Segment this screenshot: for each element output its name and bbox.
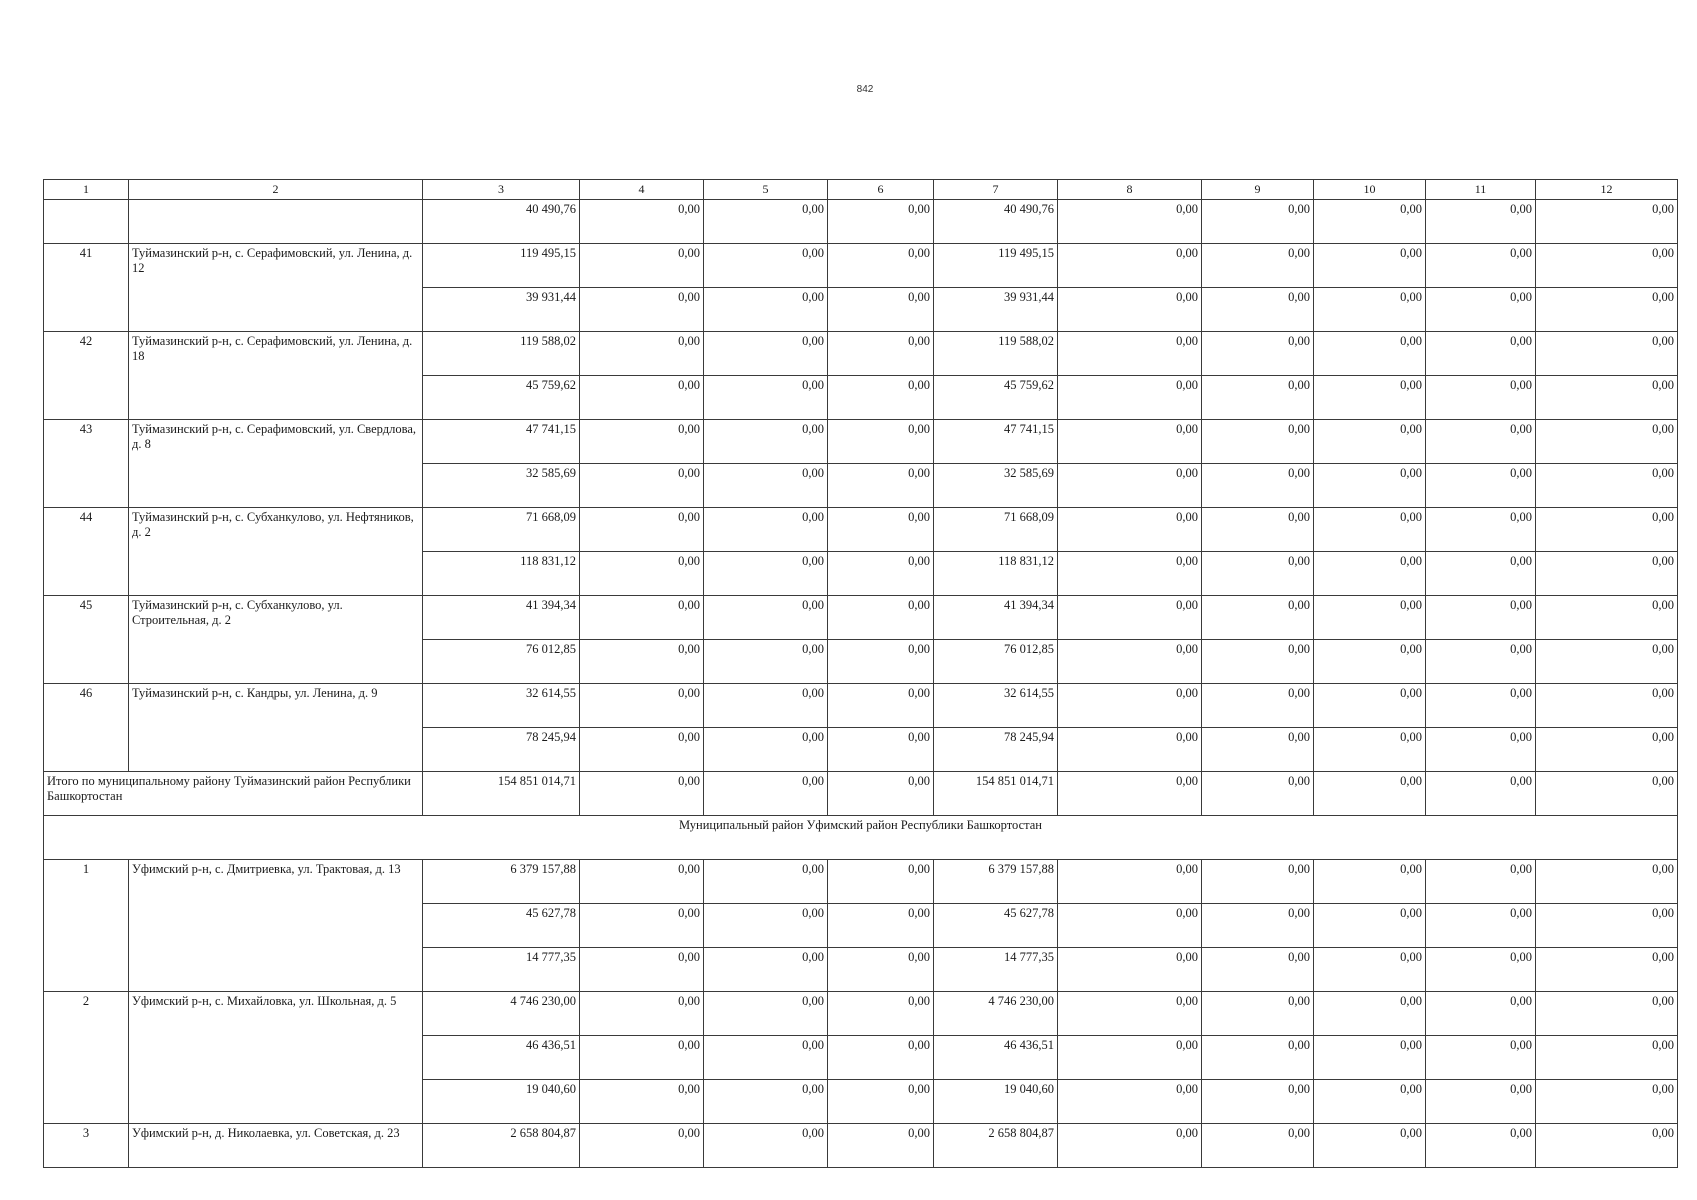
value-cell: 0,00 — [1058, 332, 1202, 376]
value-cell: 2 658 804,87 — [934, 1124, 1058, 1168]
value-cell: 0,00 — [1536, 596, 1678, 640]
value-cell: 0,00 — [1536, 508, 1678, 552]
table-row — [44, 772, 1678, 816]
value-cell: 0,00 — [580, 1036, 704, 1080]
address-cell: Уфимский р-н, с. Дмитриевка, ул. Трактовая, д. 13 — [129, 860, 423, 992]
value-cell: 0,00 — [1536, 244, 1678, 288]
value-cell: 0,00 — [580, 464, 704, 508]
column-header: 8 — [1058, 180, 1202, 200]
value-cell: 0,00 — [580, 244, 704, 288]
value-cell: 0,00 — [1536, 948, 1678, 992]
value-cell: 0,00 — [1314, 684, 1426, 728]
value-cell: 0,00 — [580, 1124, 704, 1168]
value-cell: 45 759,62 — [423, 376, 580, 420]
value-cell: 0,00 — [580, 992, 704, 1036]
value-cell: 0,00 — [1058, 728, 1202, 772]
value-cell: 46 436,51 — [423, 1036, 580, 1080]
value-cell: 0,00 — [704, 1036, 828, 1080]
value-cell: 0,00 — [1202, 684, 1314, 728]
address-cell: Туймазинский р-н, с. Субханкулово, ул. Нефтяников, д. 2 — [129, 508, 423, 596]
value-cell: 0,00 — [1202, 552, 1314, 596]
value-cell: 0,00 — [1202, 1036, 1314, 1080]
column-header: 11 — [1426, 180, 1536, 200]
value-cell: 19 040,60 — [423, 1080, 580, 1124]
value-cell: 40 490,76 — [423, 200, 580, 244]
value-cell: 0,00 — [828, 640, 934, 684]
value-cell: 0,00 — [1314, 640, 1426, 684]
value-cell: 46 436,51 — [934, 1036, 1058, 1080]
value-cell: 0,00 — [1058, 1080, 1202, 1124]
value-cell: 0,00 — [1058, 640, 1202, 684]
value-cell: 0,00 — [1536, 860, 1678, 904]
table-row — [44, 332, 1678, 376]
value-cell: 4 746 230,00 — [423, 992, 580, 1036]
value-cell: 0,00 — [580, 860, 704, 904]
value-cell: 39 931,44 — [423, 288, 580, 332]
index-cell: 42 — [44, 332, 129, 420]
value-cell: 0,00 — [1058, 948, 1202, 992]
value-cell: 0,00 — [1536, 992, 1678, 1036]
value-cell: 0,00 — [1314, 244, 1426, 288]
value-cell: 0,00 — [1426, 640, 1536, 684]
column-header: 5 — [704, 180, 828, 200]
value-cell: 47 741,15 — [934, 420, 1058, 464]
value-cell: 0,00 — [1058, 904, 1202, 948]
value-cell: 0,00 — [828, 1080, 934, 1124]
value-cell: 76 012,85 — [934, 640, 1058, 684]
value-cell: 0,00 — [1426, 684, 1536, 728]
address-cell: Туймазинский р-н, с. Серафимовский, ул. Ленина, д. 18 — [129, 332, 423, 420]
column-header: 9 — [1202, 180, 1314, 200]
value-cell: 0,00 — [1314, 420, 1426, 464]
value-cell: 0,00 — [704, 860, 828, 904]
column-header: 3 — [423, 180, 580, 200]
value-cell: 0,00 — [1058, 200, 1202, 244]
value-cell: 0,00 — [704, 728, 828, 772]
value-cell: 0,00 — [1536, 552, 1678, 596]
value-cell: 0,00 — [1202, 728, 1314, 772]
value-cell: 118 831,12 — [423, 552, 580, 596]
value-cell: 45 627,78 — [423, 904, 580, 948]
value-cell: 19 040,60 — [934, 1080, 1058, 1124]
value-cell: 0,00 — [1058, 244, 1202, 288]
address-cell: Туймазинский р-н, с. Серафимовский, ул. Ленина, д. 12 — [129, 244, 423, 332]
value-cell: 0,00 — [1426, 200, 1536, 244]
table-row — [44, 508, 1678, 552]
value-cell: 14 777,35 — [423, 948, 580, 992]
value-cell: 0,00 — [1202, 904, 1314, 948]
value-cell: 0,00 — [704, 244, 828, 288]
table-row — [44, 992, 1678, 1036]
value-cell: 0,00 — [1202, 772, 1314, 816]
value-cell: 0,00 — [1426, 508, 1536, 552]
column-header: 12 — [1536, 180, 1678, 200]
value-cell: 0,00 — [580, 200, 704, 244]
value-cell: 0,00 — [704, 420, 828, 464]
value-cell: 0,00 — [704, 1124, 828, 1168]
value-cell: 0,00 — [704, 508, 828, 552]
value-cell: 0,00 — [1058, 420, 1202, 464]
value-cell: 0,00 — [1536, 376, 1678, 420]
value-cell: 0,00 — [1536, 332, 1678, 376]
value-cell: 0,00 — [828, 948, 934, 992]
table-row — [44, 244, 1678, 288]
value-cell: 0,00 — [580, 772, 704, 816]
value-cell: 0,00 — [580, 420, 704, 464]
value-cell: 0,00 — [828, 288, 934, 332]
value-cell: 78 245,94 — [423, 728, 580, 772]
index-cell: 41 — [44, 244, 129, 332]
value-cell: 0,00 — [1314, 948, 1426, 992]
index-cell: 2 — [44, 992, 129, 1124]
value-cell: 119 588,02 — [934, 332, 1058, 376]
value-cell: 0,00 — [1202, 1080, 1314, 1124]
value-cell: 0,00 — [704, 772, 828, 816]
value-cell: 0,00 — [828, 684, 934, 728]
value-cell: 0,00 — [1314, 464, 1426, 508]
table-row — [44, 596, 1678, 640]
value-cell: 0,00 — [1314, 1036, 1426, 1080]
value-cell: 119 588,02 — [423, 332, 580, 376]
value-cell: 0,00 — [704, 948, 828, 992]
value-cell: 0,00 — [1314, 508, 1426, 552]
column-header: 1 — [44, 180, 129, 200]
value-cell: 0,00 — [828, 1124, 934, 1168]
value-cell: 0,00 — [1426, 332, 1536, 376]
value-cell: 0,00 — [1536, 904, 1678, 948]
value-cell: 0,00 — [828, 904, 934, 948]
value-cell: 154 851 014,71 — [423, 772, 580, 816]
index-cell: 43 — [44, 420, 129, 508]
value-cell: 45 627,78 — [934, 904, 1058, 948]
total-label: Итого по муниципальному району Туймазинский район Республики Башкортостан — [44, 772, 423, 816]
column-header: 4 — [580, 180, 704, 200]
value-cell: 0,00 — [828, 464, 934, 508]
value-cell: 71 668,09 — [423, 508, 580, 552]
value-cell: 0,00 — [1314, 904, 1426, 948]
value-cell: 0,00 — [828, 420, 934, 464]
value-cell: 40 490,76 — [934, 200, 1058, 244]
address-cell: Туймазинский р-н, с. Субханкулово, ул. Строительная, д. 2 — [129, 596, 423, 684]
value-cell: 45 759,62 — [934, 376, 1058, 420]
value-cell: 0,00 — [704, 904, 828, 948]
value-cell: 0,00 — [1058, 596, 1202, 640]
value-cell: 0,00 — [828, 992, 934, 1036]
value-cell: 0,00 — [1314, 332, 1426, 376]
table-row — [44, 420, 1678, 464]
value-cell: 0,00 — [828, 244, 934, 288]
value-cell: 0,00 — [1314, 772, 1426, 816]
value-cell: 0,00 — [828, 772, 934, 816]
value-cell: 0,00 — [828, 728, 934, 772]
table-row — [44, 816, 1678, 860]
value-cell: 0,00 — [1202, 1124, 1314, 1168]
value-cell: 0,00 — [1426, 244, 1536, 288]
value-cell: 0,00 — [704, 596, 828, 640]
value-cell: 2 658 804,87 — [423, 1124, 580, 1168]
value-cell: 0,00 — [704, 288, 828, 332]
value-cell: 0,00 — [580, 376, 704, 420]
data-table — [43, 179, 1678, 1168]
table-row — [44, 684, 1678, 728]
value-cell: 0,00 — [1202, 332, 1314, 376]
value-cell: 0,00 — [1202, 860, 1314, 904]
value-cell: 0,00 — [1202, 596, 1314, 640]
value-cell: 0,00 — [580, 684, 704, 728]
value-cell: 0,00 — [704, 464, 828, 508]
value-cell: 0,00 — [1058, 1036, 1202, 1080]
value-cell: 0,00 — [1202, 508, 1314, 552]
address-cell: Туймазинский р-н, с. Серафимовский, ул. Свердлова, д. 8 — [129, 420, 423, 508]
value-cell: 0,00 — [1202, 640, 1314, 684]
value-cell: 0,00 — [1314, 1124, 1426, 1168]
value-cell: 0,00 — [580, 508, 704, 552]
value-cell: 0,00 — [1426, 420, 1536, 464]
value-cell: 0,00 — [704, 992, 828, 1036]
value-cell: 32 585,69 — [934, 464, 1058, 508]
table-row — [44, 860, 1678, 904]
section-title: Муниципальный район Уфимский район Республики Башкортостан — [44, 816, 1678, 860]
value-cell: 0,00 — [1426, 904, 1536, 948]
value-cell: 0,00 — [1058, 684, 1202, 728]
table-row — [44, 200, 1678, 244]
value-cell: 0,00 — [1058, 552, 1202, 596]
value-cell: 0,00 — [580, 552, 704, 596]
value-cell: 0,00 — [1536, 1124, 1678, 1168]
value-cell: 0,00 — [1426, 992, 1536, 1036]
value-cell: 4 746 230,00 — [934, 992, 1058, 1036]
value-cell: 0,00 — [828, 508, 934, 552]
value-cell: 0,00 — [1536, 728, 1678, 772]
column-header: 7 — [934, 180, 1058, 200]
value-cell: 0,00 — [1202, 288, 1314, 332]
value-cell: 14 777,35 — [934, 948, 1058, 992]
value-cell: 0,00 — [580, 948, 704, 992]
value-cell: 0,00 — [580, 904, 704, 948]
value-cell: 0,00 — [580, 1080, 704, 1124]
header-row — [44, 180, 1678, 200]
value-cell: 0,00 — [704, 200, 828, 244]
value-cell: 78 245,94 — [934, 728, 1058, 772]
value-cell: 0,00 — [704, 552, 828, 596]
value-cell: 0,00 — [704, 376, 828, 420]
value-cell: 0,00 — [1426, 860, 1536, 904]
value-cell: 0,00 — [1202, 948, 1314, 992]
value-cell: 32 614,55 — [423, 684, 580, 728]
value-cell: 0,00 — [1536, 640, 1678, 684]
index-cell: 46 — [44, 684, 129, 772]
value-cell: 0,00 — [1314, 860, 1426, 904]
value-cell: 0,00 — [1426, 1124, 1536, 1168]
value-cell: 0,00 — [704, 684, 828, 728]
value-cell: 0,00 — [828, 1036, 934, 1080]
value-cell: 0,00 — [1314, 992, 1426, 1036]
value-cell: 0,00 — [1314, 200, 1426, 244]
value-cell: 0,00 — [1058, 1124, 1202, 1168]
table-row — [44, 1124, 1678, 1168]
value-cell: 0,00 — [1058, 508, 1202, 552]
value-cell: 0,00 — [1202, 992, 1314, 1036]
index-cell: 44 — [44, 508, 129, 596]
value-cell: 0,00 — [1314, 288, 1426, 332]
value-cell: 0,00 — [1202, 376, 1314, 420]
value-cell: 39 931,44 — [934, 288, 1058, 332]
column-header: 6 — [828, 180, 934, 200]
value-cell: 0,00 — [828, 552, 934, 596]
value-cell: 0,00 — [1536, 1036, 1678, 1080]
value-cell: 0,00 — [1314, 552, 1426, 596]
value-cell: 71 668,09 — [934, 508, 1058, 552]
value-cell: 0,00 — [1314, 376, 1426, 420]
value-cell: 0,00 — [1202, 420, 1314, 464]
value-cell: 32 614,55 — [934, 684, 1058, 728]
index-cell: 45 — [44, 596, 129, 684]
value-cell: 0,00 — [1202, 464, 1314, 508]
value-cell: 47 741,15 — [423, 420, 580, 464]
value-cell: 119 495,15 — [423, 244, 580, 288]
address-cell: Туймазинский р-н, с. Кандры, ул. Ленина, д. 9 — [129, 684, 423, 772]
value-cell: 0,00 — [1426, 464, 1536, 508]
value-cell: 0,00 — [828, 860, 934, 904]
value-cell: 0,00 — [1058, 376, 1202, 420]
value-cell: 0,00 — [1536, 772, 1678, 816]
value-cell: 0,00 — [704, 1080, 828, 1124]
value-cell: 0,00 — [1058, 464, 1202, 508]
value-cell: 0,00 — [1058, 992, 1202, 1036]
value-cell: 0,00 — [1426, 376, 1536, 420]
value-cell: 6 379 157,88 — [423, 860, 580, 904]
value-cell: 0,00 — [580, 640, 704, 684]
value-cell: 0,00 — [1058, 772, 1202, 816]
value-cell: 0,00 — [828, 200, 934, 244]
value-cell: 0,00 — [1426, 552, 1536, 596]
value-cell: 154 851 014,71 — [934, 772, 1058, 816]
value-cell: 0,00 — [1202, 200, 1314, 244]
value-cell: 0,00 — [828, 596, 934, 640]
value-cell: 41 394,34 — [423, 596, 580, 640]
value-cell: 0,00 — [1314, 728, 1426, 772]
value-cell: 118 831,12 — [934, 552, 1058, 596]
value-cell: 119 495,15 — [934, 244, 1058, 288]
value-cell: 0,00 — [580, 728, 704, 772]
value-cell: 0,00 — [580, 596, 704, 640]
value-cell: 0,00 — [1536, 684, 1678, 728]
value-cell: 0,00 — [1426, 948, 1536, 992]
address-cell: Уфимский р-н, с. Михайловка, ул. Школьная, д. 5 — [129, 992, 423, 1124]
address-cell: Уфимский р-н, д. Николаевка, ул. Советская, д. 23 — [129, 1124, 423, 1168]
value-cell: 0,00 — [828, 332, 934, 376]
value-cell: 0,00 — [1202, 244, 1314, 288]
value-cell: 0,00 — [1536, 200, 1678, 244]
value-cell: 76 012,85 — [423, 640, 580, 684]
value-cell: 0,00 — [1426, 1080, 1536, 1124]
value-cell: 41 394,34 — [934, 596, 1058, 640]
value-cell: 0,00 — [704, 332, 828, 376]
value-cell: 0,00 — [1426, 772, 1536, 816]
value-cell: 0,00 — [1536, 288, 1678, 332]
column-header: 2 — [129, 180, 423, 200]
value-cell: 0,00 — [580, 332, 704, 376]
value-cell: 0,00 — [1426, 1036, 1536, 1080]
index-cell: 3 — [44, 1124, 129, 1168]
value-cell: 0,00 — [704, 640, 828, 684]
address-cell — [129, 200, 423, 244]
value-cell: 0,00 — [580, 288, 704, 332]
value-cell: 0,00 — [1058, 288, 1202, 332]
value-cell: 0,00 — [1426, 288, 1536, 332]
value-cell: 0,00 — [1426, 728, 1536, 772]
index-cell — [44, 200, 129, 244]
table-body — [44, 180, 1678, 1168]
value-cell: 0,00 — [1314, 1080, 1426, 1124]
value-cell: 32 585,69 — [423, 464, 580, 508]
column-header: 10 — [1314, 180, 1426, 200]
value-cell: 0,00 — [1314, 596, 1426, 640]
value-cell: 0,00 — [1536, 1080, 1678, 1124]
value-cell: 0,00 — [828, 376, 934, 420]
value-cell: 0,00 — [1058, 860, 1202, 904]
value-cell: 0,00 — [1536, 420, 1678, 464]
value-cell: 0,00 — [1536, 464, 1678, 508]
value-cell: 6 379 157,88 — [934, 860, 1058, 904]
value-cell: 0,00 — [1426, 596, 1536, 640]
index-cell: 1 — [44, 860, 129, 992]
page-number: 842 — [856, 84, 874, 95]
